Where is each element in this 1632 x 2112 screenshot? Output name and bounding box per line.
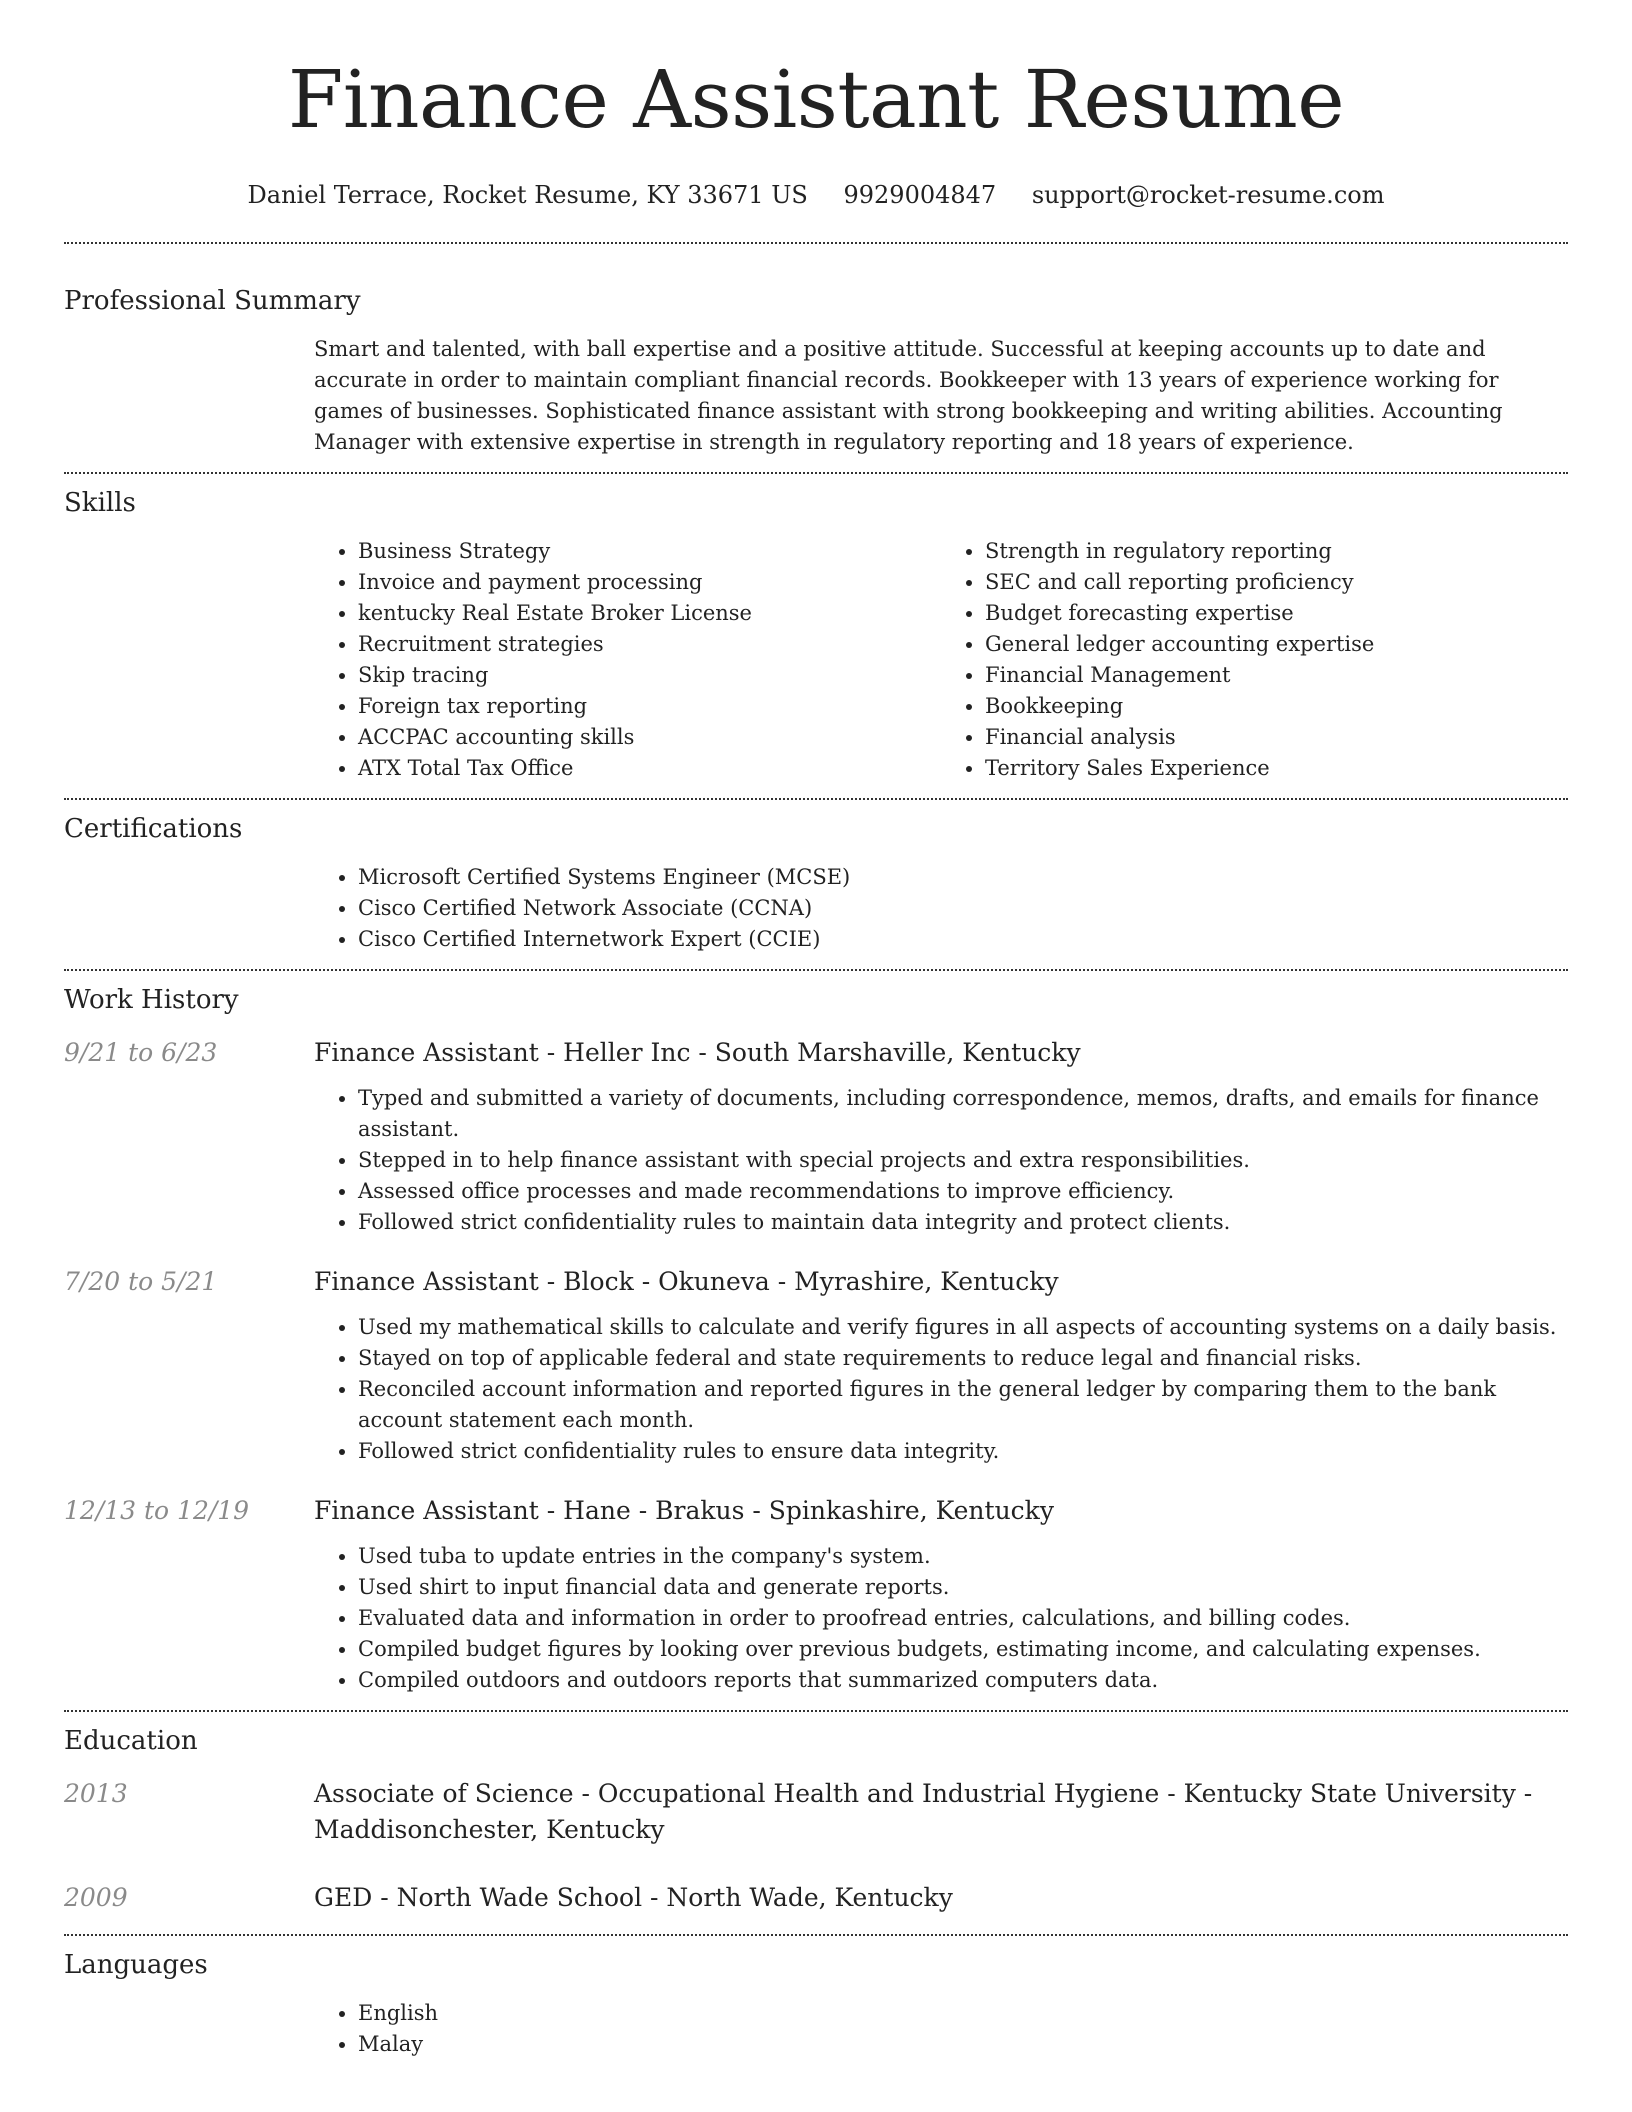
education-year: 2009 <box>64 1883 128 1912</box>
job-bullet: • Used tuba to update entries in the company's system. <box>358 1541 1568 1572</box>
job-employer: - Block - Okuneva - Myrashire, Kentucky <box>538 1267 1059 1296</box>
job-bullet: • Assessed office processes and made recommendations to improve efficiency. <box>358 1176 1568 1207</box>
job-heading <box>314 1264 1568 1300</box>
job-title: Finance Assistant <box>314 1267 539 1296</box>
skills-section <box>0 474 1632 784</box>
job-entry <box>64 1035 1568 1238</box>
job-bullet: • Compiled outdoors and outdoors reports that summarized computers data. <box>358 1665 1568 1696</box>
work-heading: Work History <box>64 985 239 1015</box>
languages-section <box>0 1936 1632 2060</box>
skill-item: • Financial analysis <box>985 722 1568 753</box>
skill-item: • Business Strategy <box>358 536 941 567</box>
skill-item: • Territory Sales Experience <box>985 753 1568 784</box>
certification-item: • Cisco Certified Network Associate (CCNA) <box>358 893 1568 924</box>
job-bullet: • Reconciled account information and reported figures in the general ledger by comparing them to the bank account statement each month. <box>358 1374 1568 1436</box>
job-bullets <box>314 1541 1568 1696</box>
certifications-list <box>314 862 1568 955</box>
job-entry <box>64 1264 1568 1467</box>
summary-text: Smart and talented, with ball expertise and a positive attitude. Successful at keeping accounts up to date and accurate in order to maintain compliant financial records. Bookkeeper with 13 years of experience working for games of businesses. Sophisticated finance assistant with strong bookkeeping and writing abilities. Accounting Manager with extensive expertise in strength in regulatory reporting and 18 years of experience. <box>314 337 1503 454</box>
skill-item: • ACCPAC accounting skills <box>358 722 941 753</box>
education-entry <box>64 1880 1568 1916</box>
page-title: Finance Assistant Resume <box>287 53 1345 146</box>
education-degree: GED <box>314 1883 373 1912</box>
skill-item: • kentucky Real Estate Broker License <box>358 598 941 629</box>
work-section <box>0 971 1632 1696</box>
resume-header <box>0 0 1632 210</box>
job-dates: 12/13 to 12/19 <box>64 1496 250 1525</box>
job-bullet: • Stepped in to help finance assistant with special projects and extra responsibilities. <box>358 1145 1568 1176</box>
skill-item: • Bookkeeping <box>985 691 1568 722</box>
education-section <box>0 1712 1632 1916</box>
language-item: • English <box>358 1998 1568 2029</box>
education-heading-line <box>314 1776 1568 1848</box>
job-bullet: • Followed strict confidentiality rules to ensure data integrity. <box>358 1436 1568 1467</box>
job-bullet: • Used my mathematical skills to calculate and verify figures in all aspects of accounting systems on a daily basis. <box>358 1312 1568 1343</box>
languages-heading: Languages <box>64 1950 208 1980</box>
skill-item: • Invoice and payment processing <box>358 567 941 598</box>
certifications-section <box>0 800 1632 955</box>
job-bullets <box>314 1312 1568 1467</box>
skill-item: • General ledger accounting expertise <box>985 629 1568 660</box>
contact-phone: 9929004847 <box>843 181 997 209</box>
skill-item: • Recruitment strategies <box>358 629 941 660</box>
skills-heading: Skills <box>64 488 136 518</box>
skill-item: • Financial Management <box>985 660 1568 691</box>
skills-list-right <box>941 536 1568 784</box>
contact-address: Daniel Terrace, Rocket Resume, KY 33671 US <box>247 181 808 209</box>
job-bullet: • Compiled budget figures by looking over previous budgets, estimating income, and calculating expenses. <box>358 1634 1568 1665</box>
job-bullet: • Evaluated data and information in order to proofread entries, calculations, and billing codes. <box>358 1603 1568 1634</box>
job-dates: 7/20 to 5/21 <box>64 1267 218 1296</box>
job-bullet: • Typed and submitted a variety of documents, including correspondence, memos, drafts, and emails for finance assistant. <box>358 1083 1568 1145</box>
certification-item: • Microsoft Certified Systems Engineer (MCSE) <box>358 862 1568 893</box>
job-heading <box>314 1493 1568 1529</box>
job-entry <box>64 1493 1568 1696</box>
education-degree: Associate of Science - Occupational Health and Industrial Hygiene <box>314 1779 1160 1808</box>
education-school: - Kentucky State University - Maddisonchester, Kentucky <box>314 1779 1533 1844</box>
skill-item: • ATX Total Tax Office <box>358 753 941 784</box>
education-heading-line <box>314 1880 1568 1916</box>
skills-list-left <box>314 536 941 784</box>
summary-section <box>0 244 1632 458</box>
job-heading <box>314 1035 1568 1071</box>
skill-item: • Foreign tax reporting <box>358 691 941 722</box>
job-bullet: • Stayed on top of applicable federal and state requirements to reduce legal and financial risks. <box>358 1343 1568 1374</box>
certifications-heading: Certifications <box>64 814 243 844</box>
skill-item: • SEC and call reporting proficiency <box>985 567 1568 598</box>
job-bullet: • Used shirt to input financial data and generate reports. <box>358 1572 1568 1603</box>
certification-item: • Cisco Certified Internetwork Expert (CCIE) <box>358 924 1568 955</box>
job-title: Finance Assistant <box>314 1038 539 1067</box>
language-item: • Malay <box>358 2029 1568 2060</box>
job-employer: - Heller Inc - South Marshaville, Kentucky <box>538 1038 1081 1067</box>
education-heading: Education <box>64 1726 198 1756</box>
education-school: - North Wade School - North Wade, Kentucky <box>372 1883 953 1912</box>
languages-list <box>314 1998 1568 2060</box>
skill-item: • Skip tracing <box>358 660 941 691</box>
contact-line <box>0 180 1632 210</box>
education-entry <box>64 1776 1568 1848</box>
education-year: 2013 <box>64 1779 128 1808</box>
skill-item: • Strength in regulatory reporting <box>985 536 1568 567</box>
job-bullets <box>314 1083 1568 1238</box>
summary-heading: Professional Summary <box>64 286 361 316</box>
skill-item: • Budget forecasting expertise <box>985 598 1568 629</box>
job-dates: 9/21 to 6/23 <box>64 1038 218 1067</box>
job-title: Finance Assistant <box>314 1496 539 1525</box>
job-employer: - Hane - Brakus - Spinkashire, Kentucky <box>538 1496 1054 1525</box>
job-bullet: • Followed strict confidentiality rules to maintain data integrity and protect clients. <box>358 1207 1568 1238</box>
contact-email: support@rocket-resume.com <box>1031 181 1385 209</box>
